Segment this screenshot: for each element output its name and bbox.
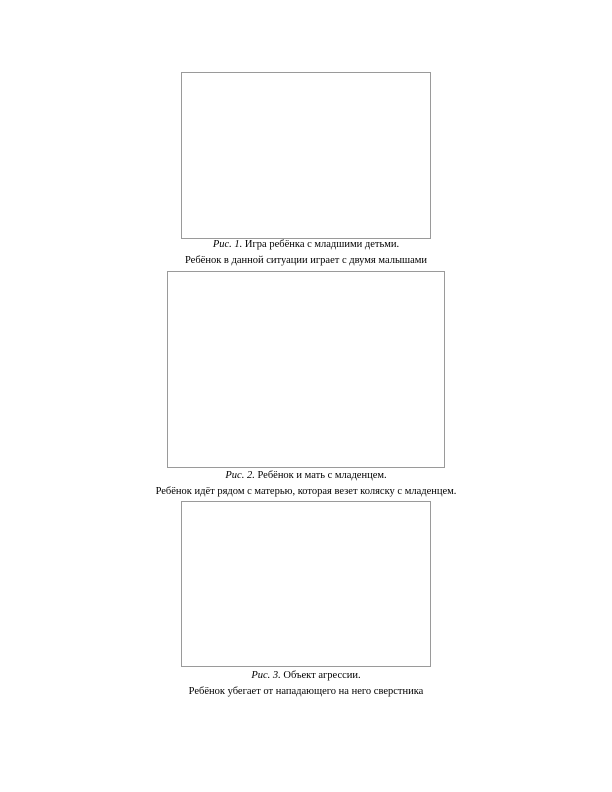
figure-3-caption <box>0 670 612 682</box>
figure-2-description: Ребёнок идёт рядом с матерью, которая везет коляску с младенцем. <box>155 486 457 497</box>
figure-1-image-frame <box>181 72 431 239</box>
figure-2-image-frame <box>167 271 445 468</box>
figure-3-title: Объект агрессии. <box>280 670 361 681</box>
figure-1-caption <box>0 239 612 251</box>
figure-1-label: Рис. 1. <box>212 239 243 250</box>
figure-2-caption <box>0 470 612 482</box>
figure-1-description: Ребёнок в данной ситуации играет с двумя малышами <box>184 255 428 266</box>
figure-3-label: Рис. 3. <box>251 670 281 681</box>
figure-1-title: Игра ребёнка с младшими детьми. <box>242 239 400 250</box>
figure-2-label: Рис. 2. <box>225 470 255 481</box>
figure-3-description: Ребёнок убегает от нападающего на него сверстника <box>188 686 424 697</box>
figure-3-image-frame <box>181 501 431 667</box>
figure-2-title: Ребёнок и мать с младенцем. <box>254 470 387 481</box>
